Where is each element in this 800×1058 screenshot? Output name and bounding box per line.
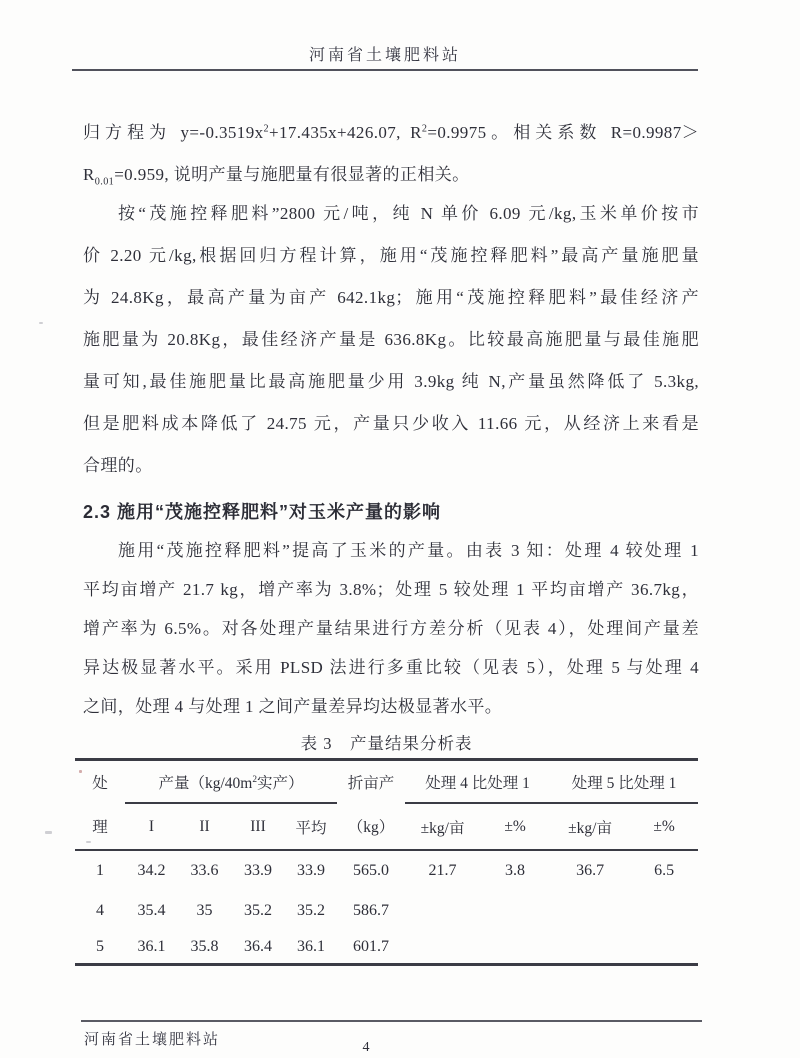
- table-cell: 4: [96, 902, 104, 919]
- table-cell: [630, 931, 698, 965]
- text-line: 按“茂施控释肥料”2800 元/吨，纯 N 单价 6.09 元/kg,玉米单价按市: [118, 204, 699, 223]
- table-cell: [405, 891, 480, 931]
- col-header-rep-2: II: [178, 803, 231, 850]
- text-line: 异达极显著水平。采用 PLSD 法进行多重比较（见表 5），处理 5 与处理 4: [83, 658, 699, 677]
- col-header-cmp4-group: 处理 4 比处理 1: [405, 760, 550, 804]
- table-header-row-2: [75, 803, 698, 850]
- scan-artifact: [79, 770, 82, 773]
- table-cell: 36.1: [125, 931, 178, 965]
- table-cell: [480, 931, 550, 965]
- paragraph-regression: [83, 112, 699, 196]
- text-line: 价 2.20 元/kg,根据回归方程计算，施用“茂施控释肥料”最高产量施肥量: [83, 246, 699, 265]
- text-line: 归方程为 $y=-0.3519x^2+17.435x+426.07$, $R^2=0.9975$。相关系数 R=0.9987＞: [83, 123, 699, 142]
- footer-rule: [81, 1020, 702, 1022]
- table-cell: 601.7: [337, 931, 405, 965]
- section-heading-2-3: 2.3 施用“茂施控释肥料”对玉米产量的影响: [83, 502, 442, 522]
- col-header-yield-group: 产量（$kg/40m^2$实产）: [125, 760, 337, 804]
- table-cell: 36.1: [285, 931, 337, 965]
- table-cell: 36.4: [231, 931, 285, 965]
- table-cell: 21.7: [428, 862, 457, 879]
- page-number: 4: [362, 1040, 370, 1055]
- table-cell: 36.7: [576, 862, 605, 879]
- col-header-per-mu-top: 折亩产: [347, 775, 395, 792]
- scan-artifact: [86, 841, 91, 843]
- table-cell: 1: [96, 862, 104, 879]
- table-cell: 35.4: [137, 902, 166, 919]
- col-header-cmp4-pct: ±%: [480, 803, 550, 850]
- table-cell: [550, 891, 630, 931]
- col-header-cmp4-kg: ±kg/亩: [405, 803, 480, 850]
- col-header-per-mu-bottom: （kg）: [337, 803, 405, 850]
- col-header-treatment-top: 处: [92, 775, 108, 792]
- table-3-title: 表 3 产量结果分析表: [300, 734, 473, 753]
- table-cell: [480, 891, 550, 931]
- table-cell: 3.8: [505, 862, 526, 879]
- text-line: 合理的。: [83, 456, 153, 475]
- paragraph-yield-effect: [83, 531, 699, 726]
- text-line: $R_{0.01}=0.959$, 说明产量与施肥量有很显著的正相关。: [83, 165, 470, 188]
- table-3-yield-results: [75, 758, 698, 966]
- table-cell: 34.2: [137, 862, 166, 879]
- table-cell: 586.7: [353, 902, 390, 919]
- table-cell: 5: [75, 931, 125, 965]
- col-header-cmp5-pct: ±%: [630, 803, 698, 850]
- header-rule: [72, 69, 698, 71]
- table-cell: [630, 891, 698, 931]
- text-line: 量可知,最佳施肥量比最高施肥量少用 3.9kg 纯 N,产量虽然降低了 5.3kg,: [83, 372, 699, 391]
- paragraph-economics: [83, 193, 699, 487]
- table-header-row-1: [75, 760, 698, 804]
- text-line: 增产率为 6.5%。对各处理产量结果进行方差分析（见表 4），处理间产量差: [83, 619, 699, 638]
- table-cell: 35.2: [244, 902, 272, 919]
- text-line: 但是肥料成本降低了 24.75 元，产量只少收入 11.66 元，从经济上来看是: [83, 414, 699, 433]
- table-cell: 33.9: [297, 862, 326, 879]
- table-cell: 33.9: [244, 862, 272, 879]
- scan-artifact: [39, 322, 43, 324]
- scan-artifact: [45, 831, 52, 834]
- col-header-treatment-bottom: 理: [75, 803, 125, 850]
- col-header-rep-1: I: [125, 803, 178, 850]
- col-header-rep-3: III: [231, 803, 285, 850]
- header-org-title: 河南省土壤肥料站: [308, 47, 461, 64]
- table-row: [75, 850, 698, 891]
- table-cell: 35: [196, 902, 213, 919]
- text-line: 平均亩增产 21.7 kg，增产率为 3.8%；处理 5 较处理 1 平均亩增产 36.7kg，: [83, 580, 699, 599]
- col-header-cmp5-group: 处理 5 比处理 1: [550, 760, 698, 804]
- table-row: [75, 931, 698, 965]
- text-line: 施用“茂施控释肥料”提高了玉米的产量。由表 3 知：处理 4 较处理 1: [118, 541, 699, 560]
- table-cell: 35.8: [178, 931, 231, 965]
- col-header-rep-avg: 平均: [285, 803, 337, 850]
- table-cell: [405, 931, 480, 965]
- table-cell: 35.2: [297, 902, 326, 919]
- table-row: [75, 891, 698, 931]
- table-cell: 33.6: [190, 862, 219, 879]
- text-line: 之间，处理 4 与处理 1 之间产量差异均达极显著水平。: [83, 697, 503, 716]
- footer-org-name: 河南省土壤肥料站: [84, 1032, 221, 1048]
- table-cell: [550, 931, 630, 965]
- text-line: 为 24.8Kg，最高产量为亩产 642.1kg；施用“茂施控释肥料”最佳经济产: [83, 288, 699, 307]
- table-cell: 6.5: [654, 862, 675, 879]
- col-header-cmp5-kg: ±kg/亩: [550, 803, 630, 850]
- text-line: 施肥量为 20.8Kg，最佳经济产量是 636.8Kg。比较最高施肥量与最佳施肥: [83, 330, 699, 349]
- table-cell: 565.0: [353, 862, 390, 879]
